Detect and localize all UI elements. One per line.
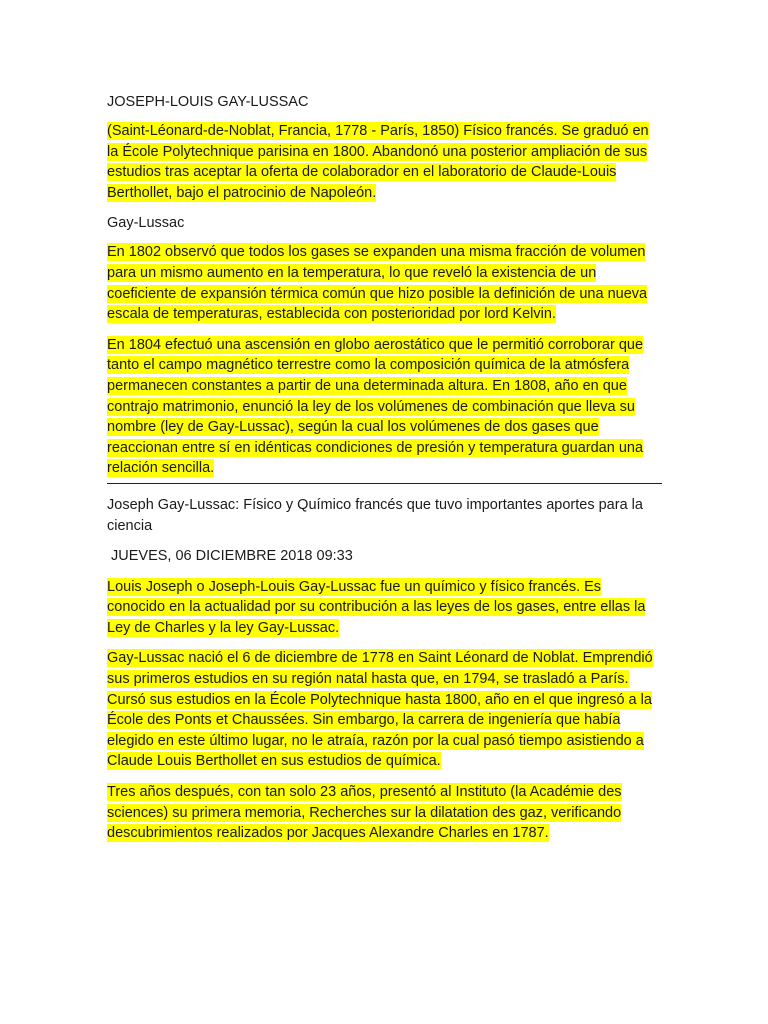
article-title: Joseph Gay-Lussac: Físico y Químico francés que tuvo importantes aportes para la ciencia — [107, 496, 643, 534]
intro-paragraph — [107, 121, 662, 203]
article-paragraph-2-text: Gay-Lussac nació el 6 de diciembre de 1778 en Saint Léonard de Noblat. Emprendió sus primeros estudios en su región natal hasta que, en 1794, se trasladó a París. Cursó sus estudios en la École Polytechnique hasta 1800, año en el que ingresó a la École des Ponts et Chaussées. Sin embargo, la carrera de ingeniería que había elegido en este último lugar, no le atraía, razón por la cual pasó tiempo asistiendo a Claude Louis Berthollet en sus estudios de química. — [107, 650, 653, 770]
article-paragraph-1-text: Louis Joseph o Joseph-Louis Gay-Lussac fue un químico y físico francés. Es conocido en la actualidad por su contribución a las leyes de los gases, entre ellas la Ley de Charles y la ley Gay-Lussac. — [107, 578, 646, 636]
paragraph-1802-text: En 1802 observó que todos los gases se expanden una misma fracción de volumen para un mismo aumento en la temperatura, lo que reveló la existencia de un coeficiente de expansión térmica común que hizo posible la definición de una nueva escala de temperaturas, establecida con posterioridad por lord Kelvin. — [107, 244, 648, 323]
paragraph-1804-text: En 1804 efectuó una ascensión en globo aerostático que le permitió corroborar que tanto el campo magnético terrestre como la composición química de la atmósfera permanecen constantes a partir de una determinada altura. En 1808, año en que contrajo matrimonio, enunció la ley de los volúmenes de combinación que lleva su nombre (ley de Gay-Lussac), según la cual los volúmenes de dos gases que reaccionan entre sí en idénticas condiciones de presión y temperatura guardan una relación sencilla. — [107, 336, 644, 477]
section-subtitle: Gay-Lussac — [107, 215, 185, 232]
intro-text: (Saint-Léonard-de-Noblat, Francia, 1778 - París, 1850) Físico francés. Se graduó en la École Polytechnique parisina en 1800. Abandonó una posterior ampliación de sus estudios tras aceptar la oferta de colaborador en el laboratorio de Claude-Louis Berthollet, bajo el patrocinio de Napoleón. — [107, 123, 649, 201]
article-paragraph-1 — [107, 577, 662, 639]
article-paragraph-2 — [107, 648, 662, 772]
article-paragraph-3-text: Tres años después, con tan solo 23 años, presentó al Instituto (la Académie des sciences) su primera memoria, Recherches sur la dilatation des gaz, verificando descubrimientos realizados por Jacques Alexandre Charles en 1787. — [107, 784, 622, 842]
document-title: JOSEPH-LOUIS GAY-LUSSAC — [107, 94, 309, 110]
paragraph-1804 — [107, 335, 662, 479]
paragraph-1802 — [107, 242, 662, 324]
article-date: JUEVES, 06 DICIEMBRE 2018 09:33 — [107, 548, 353, 565]
section-divider — [107, 483, 662, 484]
document-page — [107, 92, 662, 854]
article-paragraph-3 — [107, 782, 662, 844]
